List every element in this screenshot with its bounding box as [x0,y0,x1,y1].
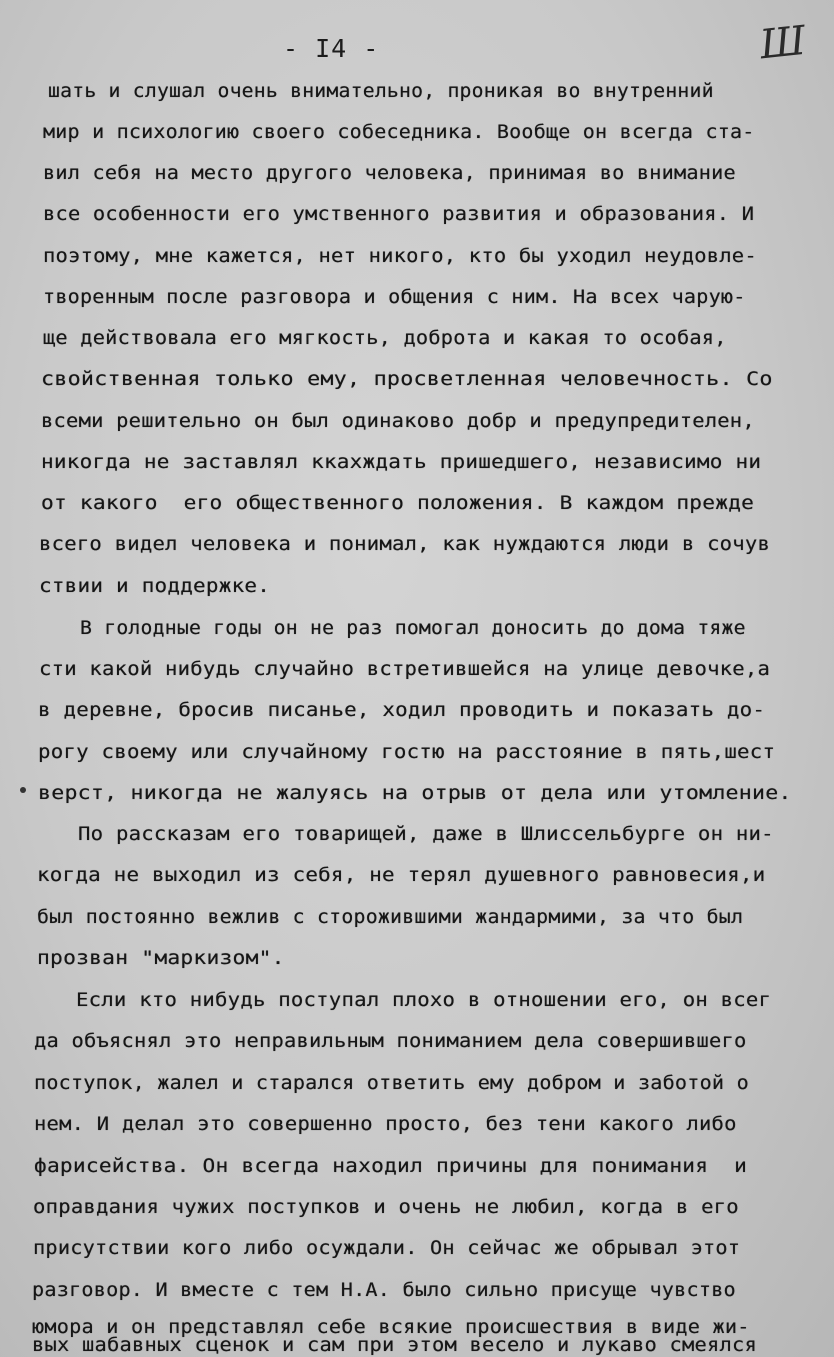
text-line: творенным после разговора и общения с ним. На всех чарую- [43,286,746,308]
text-line: присутствии кого либо осуждали. Он сейчас же обрывал этот [33,1237,741,1259]
text-line: В голодные годы он не раз помогал доносить до дома тяже [80,617,746,639]
text-line: вил себя на место другого человека, принимая во внимание [43,162,736,184]
text-line: всеми решительно он был одинаково добр и предупредителен, [41,410,755,432]
text-line: мир и психологию своего собеседника. Вообще он всегда ста- [43,121,755,143]
ink-dot-mark [20,787,26,793]
text-line: в деревне, бросив писанье, ходил проводить и показать до- [38,699,766,721]
text-line: поэтому, мне кажется, нет никого, кто бы уходил неудовле- [43,245,757,267]
text-line: сти какой нибудь случайно встретившейся на улице девочке,а [39,658,771,680]
text-line: По рассказам его товарищей, даже в Шлиссельбурге он ни- [78,823,774,845]
page-number: - I4 - [283,34,380,63]
text-line: прозван "маркизом". [37,947,285,969]
text-line: поступок, жалел и старался ответить ему добром и заботой о [34,1072,749,1094]
text-line: оправдания чужих поступков и очень не любил, когда в его [33,1196,739,1218]
text-line: все особенности его умственного развития и образования. И [43,203,755,225]
text-line: разговор. И вместе с тем Н.А. было сильно присуще чувство [32,1279,736,1301]
text-line: фарисейства. Он всегда находил причины для понимания и [34,1155,748,1177]
text-line: от какого его общественного положения. В каждом прежде [41,492,755,514]
text-line: юмора и он представлял себе всякие происшествия в виде жи- [32,1316,750,1338]
text-line: верст, никогда не жалуясь на отрыв от дела или утомление. [38,782,792,804]
text-line: вых шабавных сценок и сам при этом весело и лукаво смеялся [32,1334,758,1356]
text-line: рогу своему или случайному гостю на расстояние в пять,шест [38,741,776,763]
text-line: шать и слушал очень внимательно, проникая во внутренний [48,80,714,102]
text-line: никогда не заставлял ккахждать пришедшего, независимо ни [41,451,762,473]
text-line: да объяснял это неправильным пониманием дела совершившего [34,1030,747,1052]
text-line: свойственная только ему, просветленная человечность. Со [41,368,773,390]
text-line: когда не выходил из себя, не терял душевного равновесия,и [37,864,766,886]
text-line: ствии и поддержке. [39,575,271,597]
text-line: нем. И делал это совершенно просто, без тени какого либо [34,1113,737,1135]
text-line: ще действовала его мягкость, доброта и какая то особая, [43,327,727,349]
handwritten-folio-mark: Ш [757,17,808,69]
text-line: был постоянно вежлив с сторожившими жандармими, за что был [37,906,744,928]
text-line: Если кто нибудь поступал плохо в отношении его, он всег [76,989,772,1011]
text-line: всего видел человека и понимал, как нуждаются люди в сочув [39,533,771,555]
